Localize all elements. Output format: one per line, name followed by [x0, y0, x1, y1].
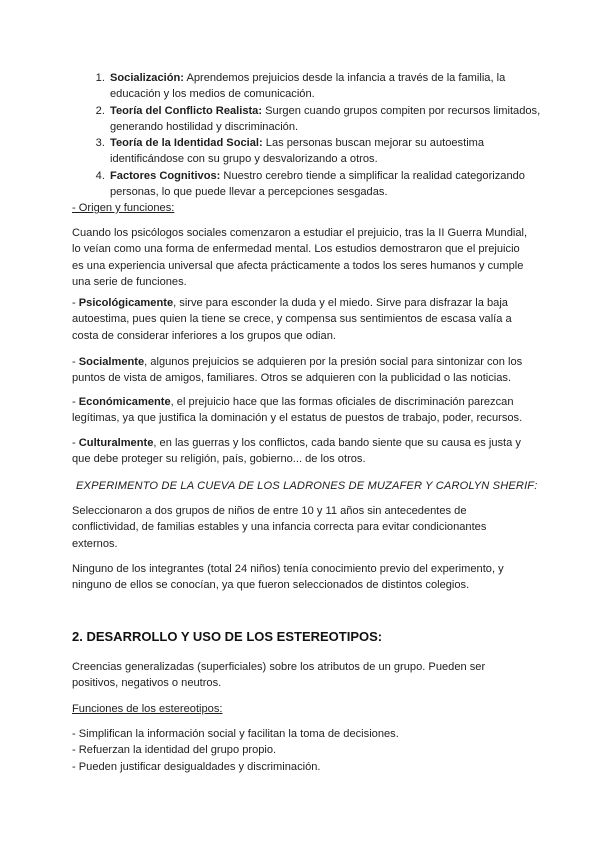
- list-item-text: Aprendemos prejuicios desde la infancia a través de la familia, la educación y los medios de comunicación.: [110, 72, 506, 101]
- origin-paragraph: Cuando los psicólogos sociales comenzaron a estudiar el prejuicio, tras la II Guerra Mundial, lo veían como una forma de enfermedad mental. Los estudios demostraron que el prejuicio es una experiencia universal que afecta prácticamente a todos los seres humanos y cumple una serie de funciones.: [72, 227, 528, 288]
- list-item-term: Teoría de la Identidad Social:: [110, 137, 263, 150]
- experiment-paragraph-2: Ninguno de los integrantes (total 24 niños) tenía conocimiento previo del experimento, y ninguno de ellos se conocían, ya que fueron seleccionados de distintos colegios.: [72, 563, 504, 592]
- list-item-text: Surgen cuando grupos compiten por recursos limitados, generando hostilidad y discriminación.: [110, 104, 541, 133]
- function-term: Económicamente: [78, 396, 171, 408]
- list-item: [108, 168, 558, 201]
- list-item-text: Las personas buscan mejorar su autoestima identificándose con su grupo y desvalorizando a otros.: [110, 137, 485, 166]
- list-item: - Refuerzan la identidad del grupo propio.: [72, 744, 277, 757]
- list-item-term: Socialización:: [110, 72, 184, 84]
- experiment-title: EXPERIMENTO DE LA CUEVA DE LOS LADRONES DE MUZAFER Y CAROLYN SHERIF:: [76, 480, 538, 492]
- list-item-term: Factores Cognitivos:: [110, 169, 221, 182]
- list-item-term: Teoría del Conflicto Realista:: [110, 104, 263, 117]
- function-term: Psicológicamente: [78, 297, 174, 309]
- list-item: [108, 135, 558, 168]
- experiment-paragraph-1: Seleccionaron a dos grupos de niños de entre 10 y 11 años sin antecedentes de conflictividad, de familias estables y una infancia correcta para evitar condicionantes externos.: [72, 505, 487, 550]
- list-item-text: Nuestro cerebro tiende a simplificar la realidad categorizando personas, lo que puede llevar a percepciones sesgadas.: [110, 169, 525, 199]
- list-item: - Simplifican la información social y facilitan la toma de decisiones.: [72, 728, 399, 740]
- stereotype-functions-list: [72, 726, 534, 775]
- origin-heading: - Origen y funciones:: [72, 202, 175, 214]
- section-2-heading: 2. DESARROLLO Y USO DE LOS ESTEREOTIPOS:: [72, 629, 383, 644]
- list-item: [108, 103, 558, 136]
- function-social: - Socialmente, algunos prejuicios se adquieren por la presión social para sintonizar con los puntos de vista de amigos, familiares. Otros se adquieren con la publicidad o las noticias.: [72, 356, 523, 385]
- stereotype-functions-heading: Funciones de los estereotipos:: [72, 703, 223, 715]
- function-economic: - Económicamente, el prejuicio hace que las formas oficiales de discriminación parezcan legítimas, ya que justifica la dominación y el estatus de puestos de trabajo, poder, recursos.: [72, 396, 523, 425]
- list-item: - Pueden justificar desigualdades y discriminación.: [72, 760, 321, 773]
- function-term: Culturalmente: [78, 437, 154, 449]
- stereotypes-definition: Creencias generalizadas (superficiales) sobre los atributos de un grupo. Pueden ser positivos, negativos o neutros.: [72, 661, 486, 690]
- list-item: [108, 70, 558, 103]
- function-psychological: - Psicológicamente, sirve para esconder la duda y el miedo. Sirve para disfrazar la baja autoestima, pues quien la tiene se crece, y compensa sus sentimientos de escasa valía a costa de considerar inferiores a los grupos que odian.: [72, 297, 512, 342]
- function-cultural: - Culturalmente, en las guerras y los conflictos, cada bando siente que su causa es justa y que debe proteger su religión, país, gobierno... de los otros.: [72, 437, 521, 466]
- prejudice-causes-list: [72, 70, 558, 200]
- function-term: Socialmente: [78, 356, 145, 368]
